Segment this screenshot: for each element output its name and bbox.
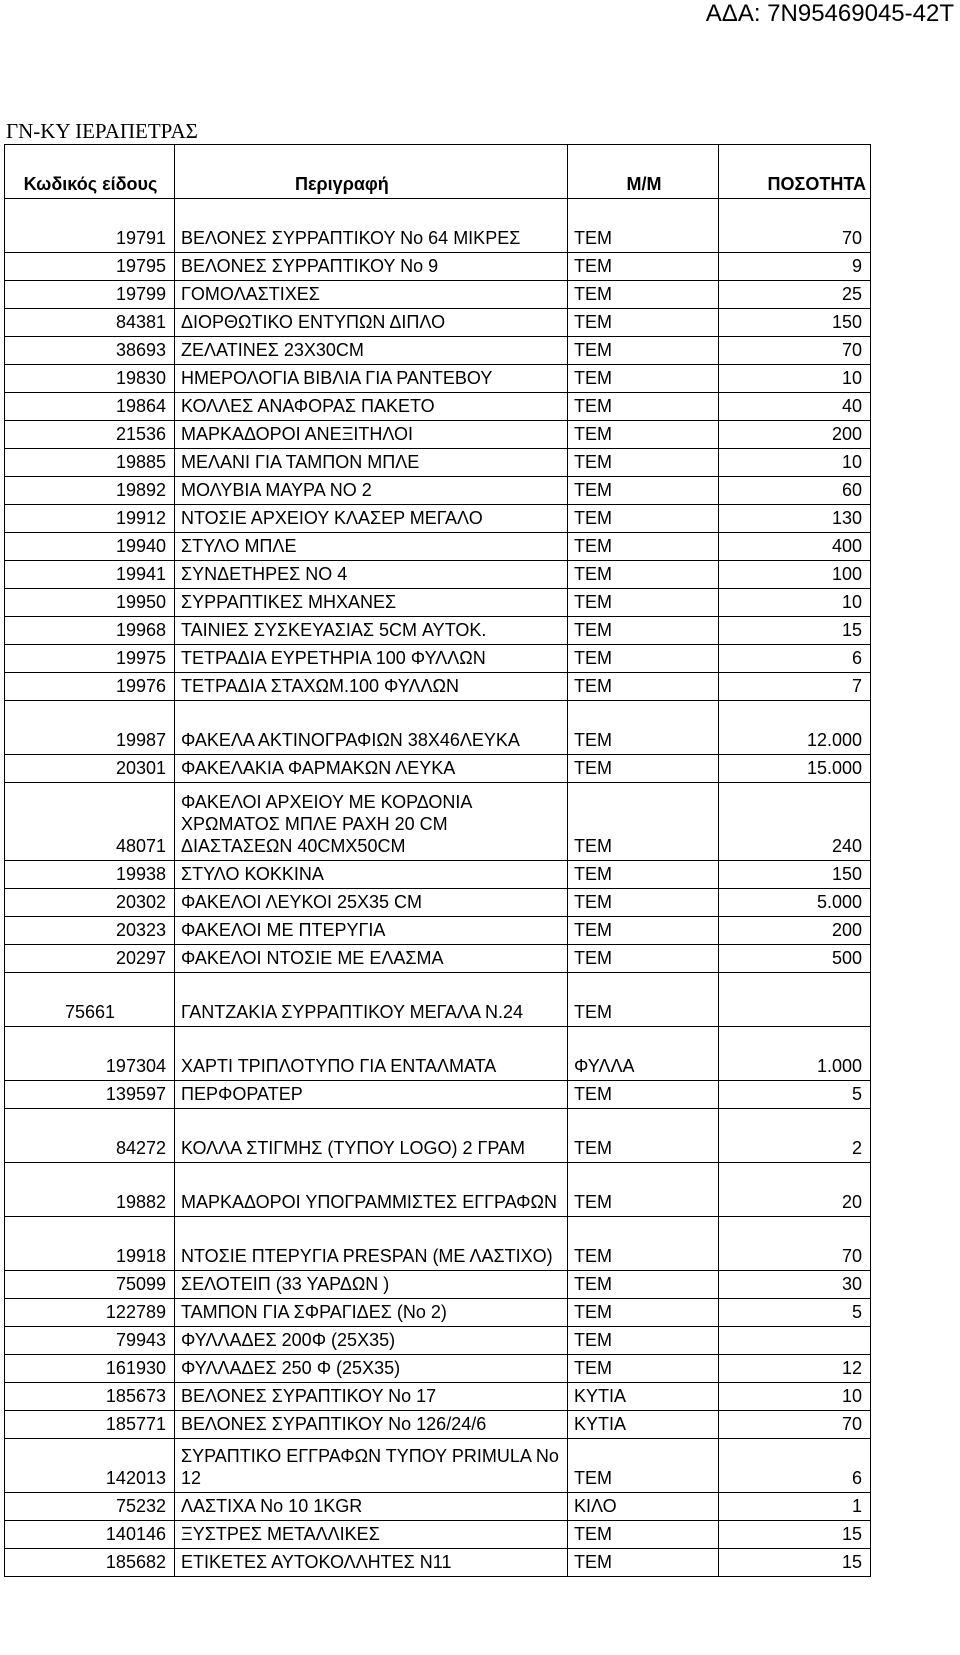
row-code: 38693: [5, 337, 175, 365]
row-unit: ΤΕΜ: [568, 199, 719, 253]
row-quantity: 6: [719, 1439, 871, 1493]
row-quantity: [719, 1327, 871, 1355]
row-description: ΚΟΛΛΕΣ ΑΝΑΦΟΡΑΣ ΠΑΚΕΤΟ: [175, 393, 568, 421]
row-quantity: 10: [719, 589, 871, 617]
table-row: [5, 505, 871, 533]
row-code: 19830: [5, 365, 175, 393]
row-description: ΠΕΡΦΟΡΑΤΕΡ: [175, 1081, 568, 1109]
row-quantity: 200: [719, 917, 871, 945]
header-code: Κωδικός είδους: [5, 145, 175, 199]
table-row: [5, 337, 871, 365]
row-code: 20301: [5, 755, 175, 783]
row-quantity: 1: [719, 1493, 871, 1521]
table-row: [5, 199, 871, 253]
row-description: ΦΥΛΛΑΔΕΣ 200Φ (25Χ35): [175, 1327, 568, 1355]
row-unit: ΤΕΜ: [568, 477, 719, 505]
row-quantity: 150: [719, 309, 871, 337]
row-code: 19987: [5, 701, 175, 755]
row-unit: ΤΕΜ: [568, 365, 719, 393]
row-description: ΖΕΛΑΤΙΝΕΣ 23Χ30CM: [175, 337, 568, 365]
row-unit: ΤΕΜ: [568, 253, 719, 281]
table-row: [5, 1493, 871, 1521]
items-table: [4, 144, 871, 1577]
row-unit: ΤΕΜ: [568, 337, 719, 365]
row-quantity: 9: [719, 253, 871, 281]
row-description: ΣΥΡΑΠΤΙΚΟ ΕΓΓΡΑΦΩΝ ΤΥΠΟΥ PRIMULA Νο 12: [175, 1439, 568, 1493]
row-unit: ΤΕΜ: [568, 889, 719, 917]
row-code: 21536: [5, 421, 175, 449]
row-code: 19885: [5, 449, 175, 477]
row-unit: ΚΥΤΙΑ: [568, 1383, 719, 1411]
row-unit: ΤΕΜ: [568, 645, 719, 673]
row-description: ΓΟΜΟΛΑΣΤΙΧΕΣ: [175, 281, 568, 309]
row-unit: ΤΕΜ: [568, 917, 719, 945]
row-quantity: 70: [719, 1217, 871, 1271]
row-quantity: 2: [719, 1109, 871, 1163]
row-unit: ΤΕΜ: [568, 755, 719, 783]
row-description: ΦΑΚΕΛΟΙ ΑΡΧΕΙΟΥ ΜΕ ΚΟΡΔΟΝΙΑ ΧΡΩΜΑΤΟΣ ΜΠΛΕ ΡΑΧΗ 20 CM ΔΙΑΣΤΑΣΕΩΝ 40CMX50CM: [175, 783, 568, 861]
row-quantity: 70: [719, 199, 871, 253]
table-row: [5, 917, 871, 945]
table-row: [5, 645, 871, 673]
table-row: [5, 477, 871, 505]
row-unit: ΤΕΜ: [568, 1163, 719, 1217]
row-code: 20302: [5, 889, 175, 917]
row-unit: ΤΕΜ: [568, 421, 719, 449]
row-quantity: 5: [719, 1081, 871, 1109]
row-unit: ΤΕΜ: [568, 1299, 719, 1327]
row-quantity: 15.000: [719, 755, 871, 783]
row-quantity: 15: [719, 617, 871, 645]
row-unit: ΤΕΜ: [568, 861, 719, 889]
row-unit: ΤΕΜ: [568, 1327, 719, 1355]
table-row: [5, 449, 871, 477]
row-code: 142013: [5, 1439, 175, 1493]
row-description: ΓΑΝΤΖΑΚΙΑ ΣΥΡΡΑΠΤΙΚΟΥ ΜΕΓΑΛΑ Ν.24: [175, 973, 568, 1027]
row-description: ΒΕΛΟΝΕΣ ΣΥΡΑΠΤΙΚΟΥ Νο 126/24/6: [175, 1411, 568, 1439]
table-row: [5, 1163, 871, 1217]
row-unit: ΤΕΜ: [568, 1081, 719, 1109]
table-row: [5, 1081, 871, 1109]
row-code: 20323: [5, 917, 175, 945]
row-quantity: 15: [719, 1549, 871, 1577]
row-code: 185771: [5, 1411, 175, 1439]
row-quantity: 12: [719, 1355, 871, 1383]
row-unit: ΚΙΛΟ: [568, 1493, 719, 1521]
row-unit: ΤΕΜ: [568, 1355, 719, 1383]
table-row: [5, 861, 871, 889]
row-description: ΤΕΤΡΑΔΙΑ ΣΤΑΧΩΜ.100 ΦΥΛΛΩΝ: [175, 673, 568, 701]
row-description: ΦΥΛΛΑΔΕΣ 250 Φ (25Χ35): [175, 1355, 568, 1383]
row-description: ΦΑΚΕΛΑ ΑΚΤΙΝΟΓΡΑΦΙΩΝ 38Χ46ΛΕΥΚΑ: [175, 701, 568, 755]
row-quantity: [719, 973, 871, 1027]
table-row: [5, 701, 871, 755]
row-quantity: 7: [719, 673, 871, 701]
row-code: 140146: [5, 1521, 175, 1549]
row-description: ΒΕΛΟΝΕΣ ΣΥΡΡΑΠΤΙΚΟΥ Νο 9: [175, 253, 568, 281]
table-row: [5, 309, 871, 337]
row-quantity: 200: [719, 421, 871, 449]
row-code: 84381: [5, 309, 175, 337]
row-code: 139597: [5, 1081, 175, 1109]
row-code: 19799: [5, 281, 175, 309]
row-code: 20297: [5, 945, 175, 973]
row-quantity: 15: [719, 1521, 871, 1549]
row-unit: ΤΕΜ: [568, 561, 719, 589]
row-quantity: 10: [719, 1383, 871, 1411]
row-quantity: 5: [719, 1299, 871, 1327]
row-unit: ΦΥΛΛΑ: [568, 1027, 719, 1081]
table-row: [5, 1109, 871, 1163]
row-unit: ΤΕΜ: [568, 589, 719, 617]
row-quantity: 12.000: [719, 701, 871, 755]
row-quantity: 500: [719, 945, 871, 973]
row-code: 19864: [5, 393, 175, 421]
row-quantity: 70: [719, 1411, 871, 1439]
row-description: ΦΑΚΕΛΟΙ ΜΕ ΠΤΕΡΥΓΙΑ: [175, 917, 568, 945]
row-description: ΤΑΙΝΙΕΣ ΣΥΣΚΕΥΑΣΙΑΣ 5CM ΑΥΤΟΚ.: [175, 617, 568, 645]
row-quantity: 150: [719, 861, 871, 889]
table-row: [5, 617, 871, 645]
row-unit: ΤΕΜ: [568, 1271, 719, 1299]
row-code: 19940: [5, 533, 175, 561]
table-row: [5, 755, 871, 783]
row-code: 19791: [5, 199, 175, 253]
table-row: [5, 253, 871, 281]
row-description: ΦΑΚΕΛΟΙ ΝΤΟΣΙΕ ΜΕ ΕΛΑΣΜΑ: [175, 945, 568, 973]
row-unit: ΤΕΜ: [568, 673, 719, 701]
table-row: [5, 365, 871, 393]
row-description: ΗΜΕΡΟΛΟΓΙΑ ΒΙΒΛΙΑ ΓΙΑ ΡΑΝΤΕΒΟΥ: [175, 365, 568, 393]
row-quantity: 20: [719, 1163, 871, 1217]
table-row: [5, 1355, 871, 1383]
table-row: [5, 533, 871, 561]
row-code: 19975: [5, 645, 175, 673]
table-header-row: [5, 145, 871, 199]
row-description: ΜΑΡΚΑΔΟΡΟΙ ΥΠΟΓΡΑΜΜΙΣΤΕΣ ΕΓΓΡΑΦΩΝ: [175, 1163, 568, 1217]
row-quantity: 400: [719, 533, 871, 561]
row-code: 75099: [5, 1271, 175, 1299]
row-code: 161930: [5, 1355, 175, 1383]
table-row: [5, 889, 871, 917]
row-unit: ΤΕΜ: [568, 701, 719, 755]
table-row: [5, 1271, 871, 1299]
row-code: 48071: [5, 783, 175, 861]
table-row: [5, 945, 871, 973]
row-code: 19882: [5, 1163, 175, 1217]
row-unit: ΤΕΜ: [568, 973, 719, 1027]
row-unit: ΤΕΜ: [568, 533, 719, 561]
table-row: [5, 1327, 871, 1355]
row-quantity: 30: [719, 1271, 871, 1299]
table-row: [5, 1383, 871, 1411]
row-code: 19912: [5, 505, 175, 533]
table-row: [5, 393, 871, 421]
table-row: [5, 1549, 871, 1577]
table-row: [5, 281, 871, 309]
header-description: Περιγραφή: [175, 145, 568, 199]
organization-title: ΓΝ-ΚΥ ΙΕΡΑΠΕΤΡΑΣ: [6, 119, 198, 143]
row-description: ΦΑΚΕΛΑΚΙΑ ΦΑΡΜΑΚΩΝ ΛΕΥΚΑ: [175, 755, 568, 783]
row-description: ΤΕΤΡΑΔΙΑ ΕΥΡΕΤΗΡΙΑ 100 ΦΥΛΛΩΝ: [175, 645, 568, 673]
row-code: 19976: [5, 673, 175, 701]
row-quantity: 100: [719, 561, 871, 589]
row-description: ΜΕΛΑΝΙ ΓΙΑ ΤΑΜΠΟΝ ΜΠΛΕ: [175, 449, 568, 477]
table-row: [5, 421, 871, 449]
row-quantity: 130: [719, 505, 871, 533]
table-row: [5, 1411, 871, 1439]
row-unit: ΤΕΜ: [568, 783, 719, 861]
row-description: ΣΤΥΛΟ ΜΠΛΕ: [175, 533, 568, 561]
row-description: ΧΑΡΤΙ ΤΡΙΠΛΟΤΥΠΟ ΓΙΑ ΕΝΤΑΛΜΑΤΑ: [175, 1027, 568, 1081]
header-unit: Μ/Μ: [568, 145, 719, 199]
row-quantity: 40: [719, 393, 871, 421]
row-code: 19941: [5, 561, 175, 589]
row-code: 19892: [5, 477, 175, 505]
row-unit: ΤΕΜ: [568, 1109, 719, 1163]
row-description: ΛΑΣΤΙΧΑ Νο 10 1KGR: [175, 1493, 568, 1521]
row-description: ΣΥΝΔΕΤΗΡΕΣ ΝΟ 4: [175, 561, 568, 589]
row-description: ΣΕΛΟΤΕΙΠ (33 ΥΑΡΔΩΝ ): [175, 1271, 568, 1299]
row-unit: ΤΕΜ: [568, 945, 719, 973]
table-row: [5, 561, 871, 589]
row-unit: ΤΕΜ: [568, 505, 719, 533]
row-code: 122789: [5, 1299, 175, 1327]
row-code: 19950: [5, 589, 175, 617]
row-code: 19918: [5, 1217, 175, 1271]
table-row: [5, 783, 871, 861]
row-code: 197304: [5, 1027, 175, 1081]
row-description: ΔΙΟΡΘΩΤΙΚΟ ΕΝΤΥΠΩΝ ΔΙΠΛΟ: [175, 309, 568, 337]
ada-identifier: ΑΔΑ: 7Ν95469045-42Τ: [705, 0, 954, 27]
table-row: [5, 673, 871, 701]
row-quantity: 25: [719, 281, 871, 309]
row-unit: ΚΥΤΙΑ: [568, 1411, 719, 1439]
row-description: ΜΑΡΚΑΔΟΡΟΙ ΑΝΕΞΙΤΗΛΟΙ: [175, 421, 568, 449]
row-code: 19795: [5, 253, 175, 281]
row-description: ΚΟΛΛΑ ΣΤΙΓΜΗΣ (ΤΥΠΟΥ LOGO) 2 ΓΡΑΜ: [175, 1109, 568, 1163]
table-row: [5, 1217, 871, 1271]
row-description: ΦΑΚΕΛΟΙ ΛΕΥΚΟΙ 25Χ35 CM: [175, 889, 568, 917]
row-code: 185682: [5, 1549, 175, 1577]
table-row: [5, 1521, 871, 1549]
row-unit: ΤΕΜ: [568, 393, 719, 421]
table-row: [5, 1439, 871, 1493]
row-description: ΣΤΥΛΟ ΚΟΚΚΙΝΑ: [175, 861, 568, 889]
row-unit: ΤΕΜ: [568, 281, 719, 309]
row-quantity: 6: [719, 645, 871, 673]
row-description: ΜΟΛΥΒΙΑ ΜΑΥΡΑ ΝΟ 2: [175, 477, 568, 505]
header-quantity: ΠΟΣΟΤΗΤΑ: [719, 145, 871, 199]
row-description: ΝΤΟΣΙΕ ΑΡΧΕΙΟΥ ΚΛΑΣΕΡ ΜΕΓΑΛΟ: [175, 505, 568, 533]
row-code: 185673: [5, 1383, 175, 1411]
row-description: ΝΤΟΣΙΕ ΠΤΕΡΥΓΙΑ PRESPAN (ΜΕ ΛΑΣΤΙΧΟ): [175, 1217, 568, 1271]
row-description: ΤΑΜΠΟΝ ΓΙΑ ΣΦΡΑΓΙΔΕΣ (Νο 2): [175, 1299, 568, 1327]
row-code: 75232: [5, 1493, 175, 1521]
table-row: [5, 589, 871, 617]
row-unit: ΤΕΜ: [568, 1521, 719, 1549]
row-description: ΣΥΡΡΑΠΤΙΚΕΣ ΜΗΧΑΝΕΣ: [175, 589, 568, 617]
row-code: 79943: [5, 1327, 175, 1355]
row-unit: ΤΕΜ: [568, 1217, 719, 1271]
row-unit: ΤΕΜ: [568, 309, 719, 337]
row-code: 19938: [5, 861, 175, 889]
table-row: [5, 1299, 871, 1327]
row-quantity: 10: [719, 365, 871, 393]
row-quantity: 1.000: [719, 1027, 871, 1081]
row-code: 19968: [5, 617, 175, 645]
row-description: ΒΕΛΟΝΕΣ ΣΥΡΡΑΠΤΙΚΟΥ Νο 64 ΜΙΚΡΕΣ: [175, 199, 568, 253]
row-description: ΞΥΣΤΡΕΣ ΜΕΤΑΛΛΙΚΕΣ: [175, 1521, 568, 1549]
row-description: ΒΕΛΟΝΕΣ ΣΥΡΑΠΤΙΚΟΥ Νο 17: [175, 1383, 568, 1411]
row-quantity: 240: [719, 783, 871, 861]
row-code: 75661: [5, 973, 175, 1027]
row-code: 84272: [5, 1109, 175, 1163]
row-unit: ΤΕΜ: [568, 1439, 719, 1493]
row-unit: ΤΕΜ: [568, 449, 719, 477]
row-unit: ΤΕΜ: [568, 1549, 719, 1577]
table-row: [5, 1027, 871, 1081]
row-unit: ΤΕΜ: [568, 617, 719, 645]
row-quantity: 60: [719, 477, 871, 505]
table-row: [5, 973, 871, 1027]
row-quantity: 5.000: [719, 889, 871, 917]
row-description: ΕΤΙΚΕΤΕΣ ΑΥΤΟΚΟΛΛΗΤΕΣ Ν11: [175, 1549, 568, 1577]
row-quantity: 70: [719, 337, 871, 365]
row-quantity: 10: [719, 449, 871, 477]
